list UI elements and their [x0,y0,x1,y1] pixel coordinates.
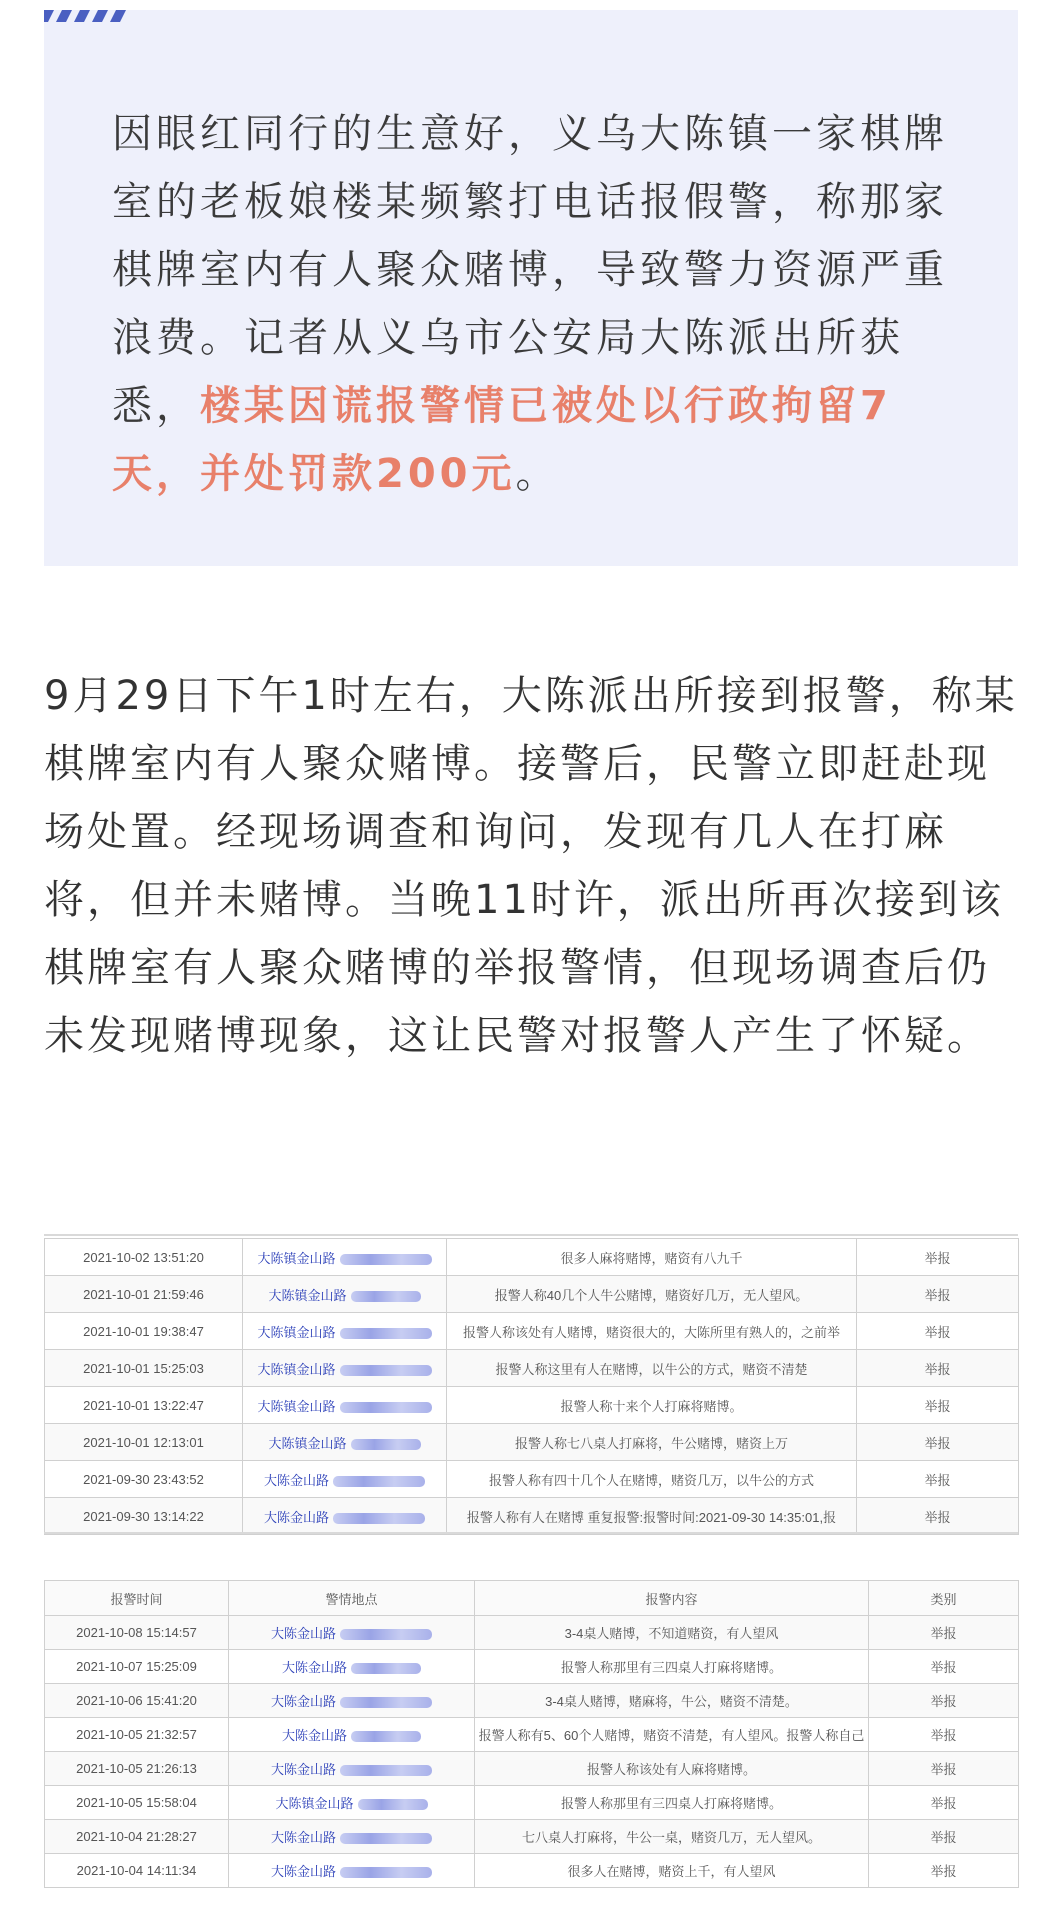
table-row [45,1461,1019,1498]
header-type: 类别 [869,1581,1019,1616]
cell-type: 举报 [869,1718,1019,1752]
table-row [45,1313,1019,1350]
redaction-blur [340,1867,432,1878]
cell-type: 举报 [869,1616,1019,1650]
cell-content: 七八桌人打麻将，牛公一桌，赌资几万，无人望风。 [475,1820,869,1854]
cell-place [243,1461,447,1498]
cell-time: 2021-10-01 12:13:01 [45,1424,243,1461]
place-text: 大陈金山路 [270,1694,336,1709]
table-row [45,1239,1019,1276]
cell-time: 2021-10-04 21:28:27 [45,1820,229,1854]
cell-time: 2021-10-01 19:38:47 [45,1313,243,1350]
table-row [45,1718,1019,1752]
redaction-blur [351,1439,421,1450]
place-text: 大陈金山路 [263,1472,329,1488]
redaction-blur [358,1799,428,1810]
cell-content: 报警人称该处有人麻将赌博。 [475,1752,869,1786]
cell-place [243,1387,447,1424]
cell-type: 举报 [869,1752,1019,1786]
quote-text [112,100,952,508]
table-row [45,1616,1019,1650]
redaction-blur [340,1765,432,1776]
redaction-blur [340,1697,432,1708]
cell-time: 2021-10-01 13:22:47 [45,1387,243,1424]
cell-type: 举报 [857,1461,1019,1498]
cell-content: 报警人称那里有三四桌人打麻将赌博。 [475,1786,869,1820]
table-row [45,1424,1019,1461]
table-row [45,1752,1019,1786]
cell-content: 报警人称有人在赌博 重复报警:报警时间:2021-09-30 14:35:01,报 [447,1498,857,1535]
cell-time: 2021-10-01 15:25:03 [45,1350,243,1387]
cell-time: 2021-10-04 14:11:34 [45,1854,229,1888]
redaction-blur [340,1402,432,1413]
quote-text-plain: 因眼红同行的生意好，义乌大陈镇一家棋牌室的老板娘楼某频繁打电话报假警，称那家棋牌室内有人聚众赌博，导致警力资源严重浪费。记者从义乌市公安局大陈派出所获悉， [112,111,948,429]
place-text: 大陈镇金山路 [268,1287,347,1303]
redaction-blur [333,1513,425,1524]
redaction-blur [351,1731,421,1742]
cell-place [243,1350,447,1387]
cell-type: 举报 [857,1424,1019,1461]
place-text: 大陈金山路 [263,1509,329,1525]
cell-content: 很多人在赌博，赌资上千，有人望风 [475,1854,869,1888]
cell-type: 举报 [857,1313,1019,1350]
quote-highlight: 楼某因谎报警情已被处以行政拘留7天，并处罚款200元 [112,383,892,497]
cell-content: 报警人称有四十几个人在赌博，赌资几万，以牛公的方式 [447,1461,857,1498]
redaction-blur [340,1328,432,1339]
table-top-border [44,1234,1018,1236]
header-time: 报警时间 [45,1581,229,1616]
cell-place [229,1854,475,1888]
table-row [45,1854,1019,1888]
cell-place [229,1752,475,1786]
place-text: 大陈金山路 [281,1728,347,1743]
cell-content: 报警人称十来个人打麻将赌博。 [447,1387,857,1424]
cell-time: 2021-10-06 15:41:20 [45,1684,229,1718]
cell-content: 很多人麻将赌博，赌资有八九千 [447,1239,857,1276]
redaction-blur [340,1254,432,1265]
cell-place [229,1820,475,1854]
place-text: 大陈镇金山路 [257,1361,336,1377]
cell-time: 2021-09-30 13:14:22 [45,1498,243,1535]
redaction-blur [340,1365,432,1376]
report-table-1 [44,1238,1019,1535]
table-row [45,1387,1019,1424]
cell-type: 举报 [857,1387,1019,1424]
table-header-row [45,1581,1019,1616]
place-text: 大陈镇金山路 [275,1796,354,1811]
place-text: 大陈金山路 [270,1626,336,1641]
cell-time: 2021-10-01 21:59:46 [45,1276,243,1313]
quote-text-end: 。 [515,451,560,497]
cell-type: 举报 [857,1239,1019,1276]
table-row [45,1684,1019,1718]
cell-type: 举报 [869,1684,1019,1718]
cell-place [229,1616,475,1650]
cell-type: 举报 [869,1854,1019,1888]
cell-place [243,1239,447,1276]
article-paragraph: 9月29日下午1时左右，大陈派出所接到报警，称某棋牌室内有人聚众赌博。接警后，民警立即赶赴现场处置。经现场调查和询问，发现有几人在打麻将，但并未赌博。当晚11时许，派出所再次接到该棋牌室有人聚众赌博的举报警情，但现场调查后仍未发现赌博现象，这让民警对报警人产生了怀疑。 [44,673,1018,1059]
redaction-blur [340,1833,432,1844]
cell-place [229,1718,475,1752]
report-table-2 [44,1580,1019,1888]
quote-card [44,10,1018,566]
cell-content: 报警人称有5、60个人赌博，赌资不清楚，有人望风。报警人称自己 [475,1718,869,1752]
redaction-blur [340,1629,432,1640]
cell-place [243,1276,447,1313]
cell-time: 2021-10-05 15:58:04 [45,1786,229,1820]
redaction-blur [333,1476,425,1487]
place-text: 大陈金山路 [270,1762,336,1777]
cell-type: 举报 [857,1350,1019,1387]
place-text: 大陈金山路 [281,1660,347,1675]
cell-time: 2021-09-30 23:43:52 [45,1461,243,1498]
stripe-decoration-icon [44,10,134,22]
cell-content: 报警人称40几个人牛公赌博，赌资好几万，无人望风。 [447,1276,857,1313]
cell-content: 报警人称该处有人赌博，赌资很大的，大陈所里有熟人的，之前举 [447,1313,857,1350]
place-text: 大陈镇金山路 [268,1435,347,1451]
place-text: 大陈金山路 [270,1864,336,1879]
place-text: 大陈镇金山路 [257,1250,336,1266]
cell-type: 举报 [857,1276,1019,1313]
cell-time: 2021-10-08 15:14:57 [45,1616,229,1650]
cell-time: 2021-10-02 13:51:20 [45,1239,243,1276]
table-row [45,1498,1019,1535]
table-row [45,1820,1019,1854]
cell-place [229,1684,475,1718]
cell-place [229,1786,475,1820]
cell-time: 2021-10-07 15:25:09 [45,1650,229,1684]
redaction-blur [351,1663,421,1674]
cell-place [243,1424,447,1461]
table-row [45,1786,1019,1820]
cell-content: 报警人称七八桌人打麻将，牛公赌博，赌资上万 [447,1424,857,1461]
header-place: 警情地点 [229,1581,475,1616]
place-text: 大陈镇金山路 [257,1324,336,1340]
cell-place [243,1313,447,1350]
cell-content: 报警人称这里有人在赌博，以牛公的方式，赌资不清楚 [447,1350,857,1387]
table-row [45,1276,1019,1313]
table-row [45,1650,1019,1684]
table-bottom-border [44,1532,1018,1534]
cell-type: 举报 [869,1650,1019,1684]
cell-place [243,1498,447,1535]
cell-type: 举报 [869,1786,1019,1820]
table-row [45,1350,1019,1387]
place-text: 大陈镇金山路 [257,1398,336,1414]
cell-content: 3-4桌人赌博，赌麻将，牛公，赌资不清楚。 [475,1684,869,1718]
cell-time: 2021-10-05 21:32:57 [45,1718,229,1752]
cell-content: 3-4桌人赌博，不知道赌资，有人望风 [475,1616,869,1650]
cell-content: 报警人称那里有三四桌人打麻将赌博。 [475,1650,869,1684]
header-content: 报警内容 [475,1581,869,1616]
redaction-blur [351,1291,421,1302]
cell-place [229,1650,475,1684]
cell-time: 2021-10-05 21:26:13 [45,1752,229,1786]
place-text: 大陈金山路 [270,1830,336,1845]
cell-type: 举报 [869,1820,1019,1854]
cell-type: 举报 [857,1498,1019,1535]
